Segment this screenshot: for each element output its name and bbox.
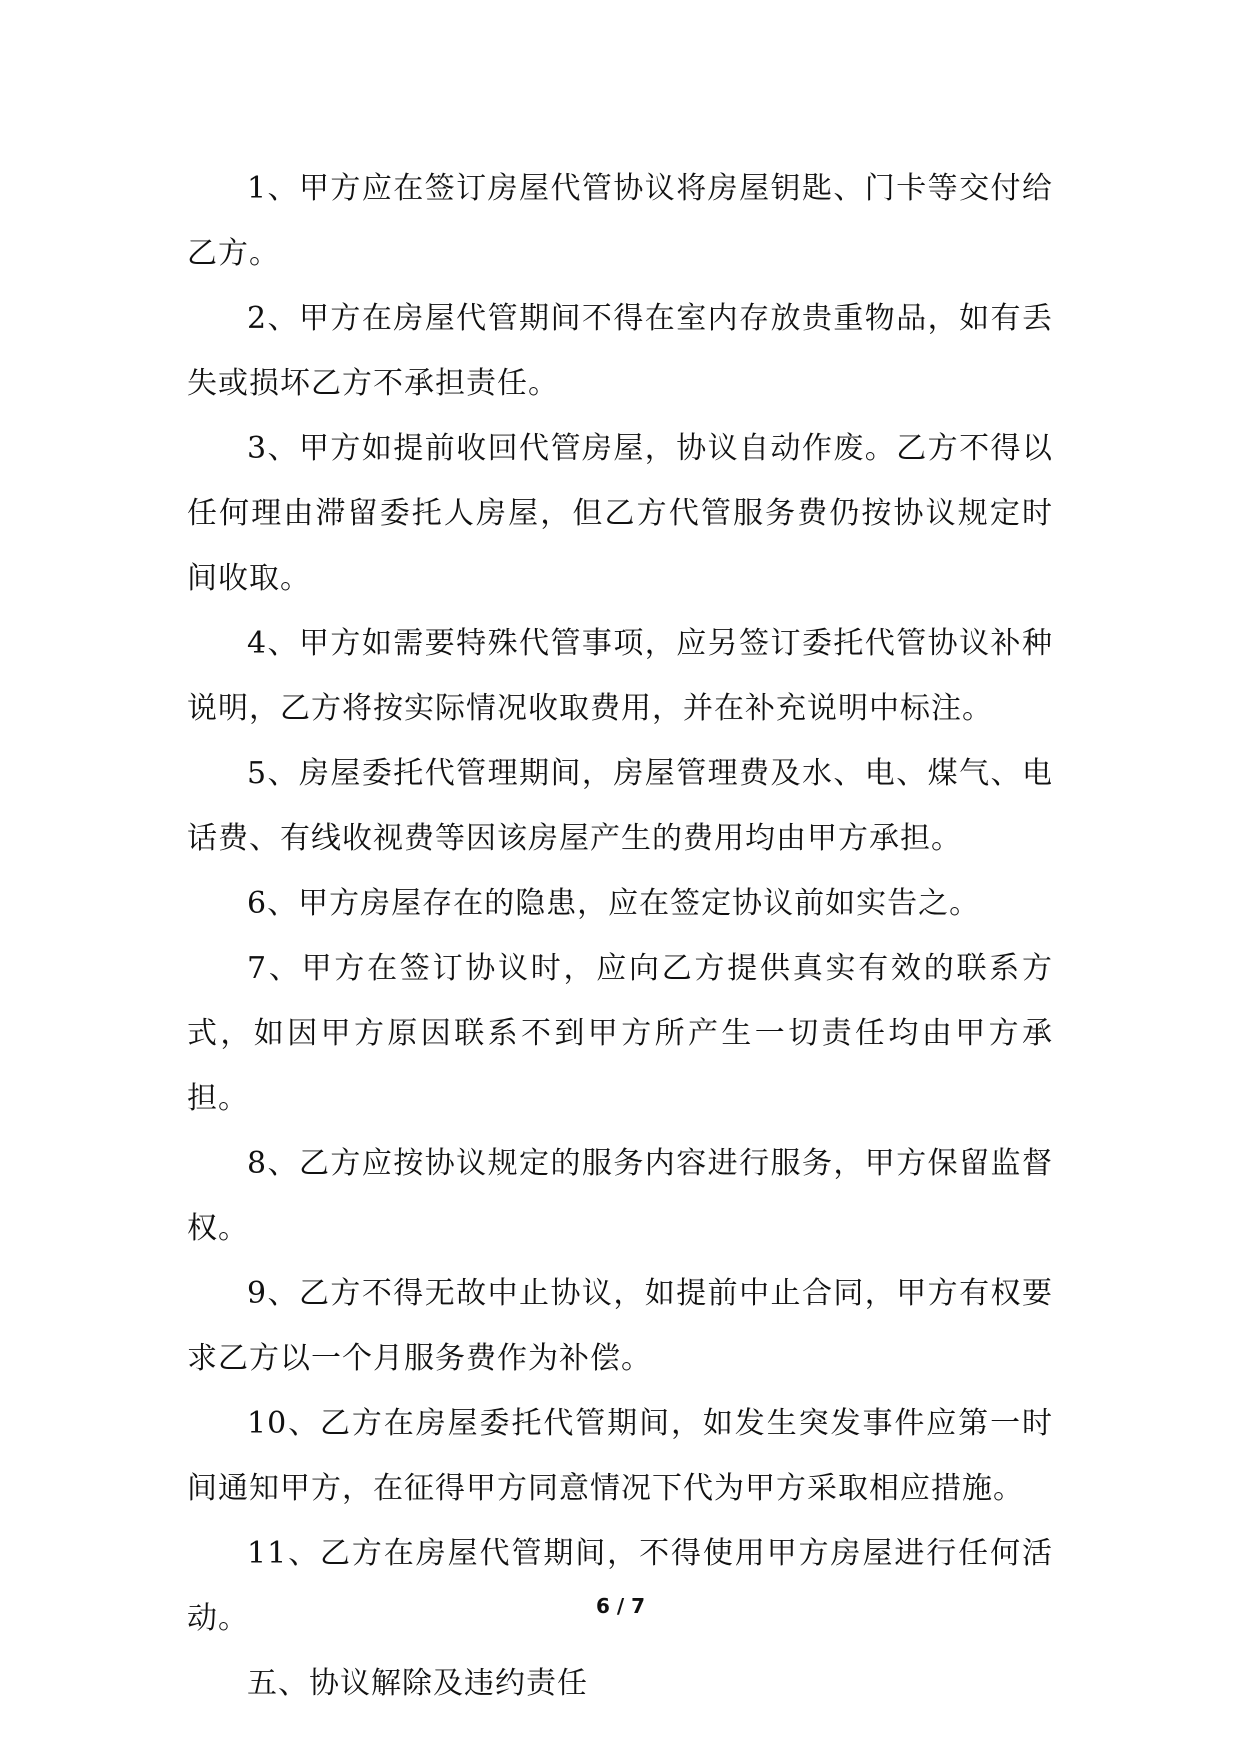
clause-7: 7、甲方在签订协议时，应向乙方提供真实有效的联系方式，如因甲方原因联系不到甲方所产生一切责任均由甲方承担。 bbox=[187, 951, 1053, 1116]
clause-2: 2、甲方在房屋代管期间不得在室内存放贵重物品，如有丢失或损坏乙方不承担责任。 bbox=[187, 301, 1053, 401]
document-body bbox=[187, 156, 1053, 1716]
clause-9: 9、乙方不得无故中止协议，如提前中止合同，甲方有权要求乙方以一个月服务费作为补偿。 bbox=[187, 1276, 1053, 1376]
section-heading: 五、协议解除及违约责任 bbox=[247, 1666, 588, 1701]
clause-8: 8、乙方应按协议规定的服务内容进行服务，甲方保留监督权。 bbox=[187, 1146, 1053, 1246]
clause-4: 4、甲方如需要特殊代管事项，应另签订委托代管协议补种说明，乙方将按实际情况收取费用，并在补充说明中标注。 bbox=[187, 626, 1053, 726]
clause-3: 3、甲方如提前收回代管房屋，协议自动作废。乙方不得以任何理由滞留委托人房屋，但乙方代管服务费仍按协议规定时间收取。 bbox=[187, 431, 1053, 596]
clause-10: 10、乙方在房屋委托代管期间，如发生突发事件应第一时间通知甲方，在征得甲方同意情况下代为甲方采取相应措施。 bbox=[187, 1406, 1053, 1506]
clause-5: 5、房屋委托代管理期间，房屋管理费及水、电、煤气、电话费、有线收视费等因该房屋产生的费用均由甲方承担。 bbox=[187, 756, 1053, 856]
clause-11: 11、乙方在房屋代管期间，不得使用甲方房屋进行任何活动。 bbox=[187, 1536, 1053, 1636]
page-number: 6 / 7 bbox=[595, 1594, 646, 1618]
clause-1: 1、甲方应在签订房屋代管协议将房屋钥匙、门卡等交付给乙方。 bbox=[187, 171, 1053, 271]
clause-6: 6、甲方房屋存在的隐患，应在签定协议前如实告之。 bbox=[247, 886, 981, 921]
